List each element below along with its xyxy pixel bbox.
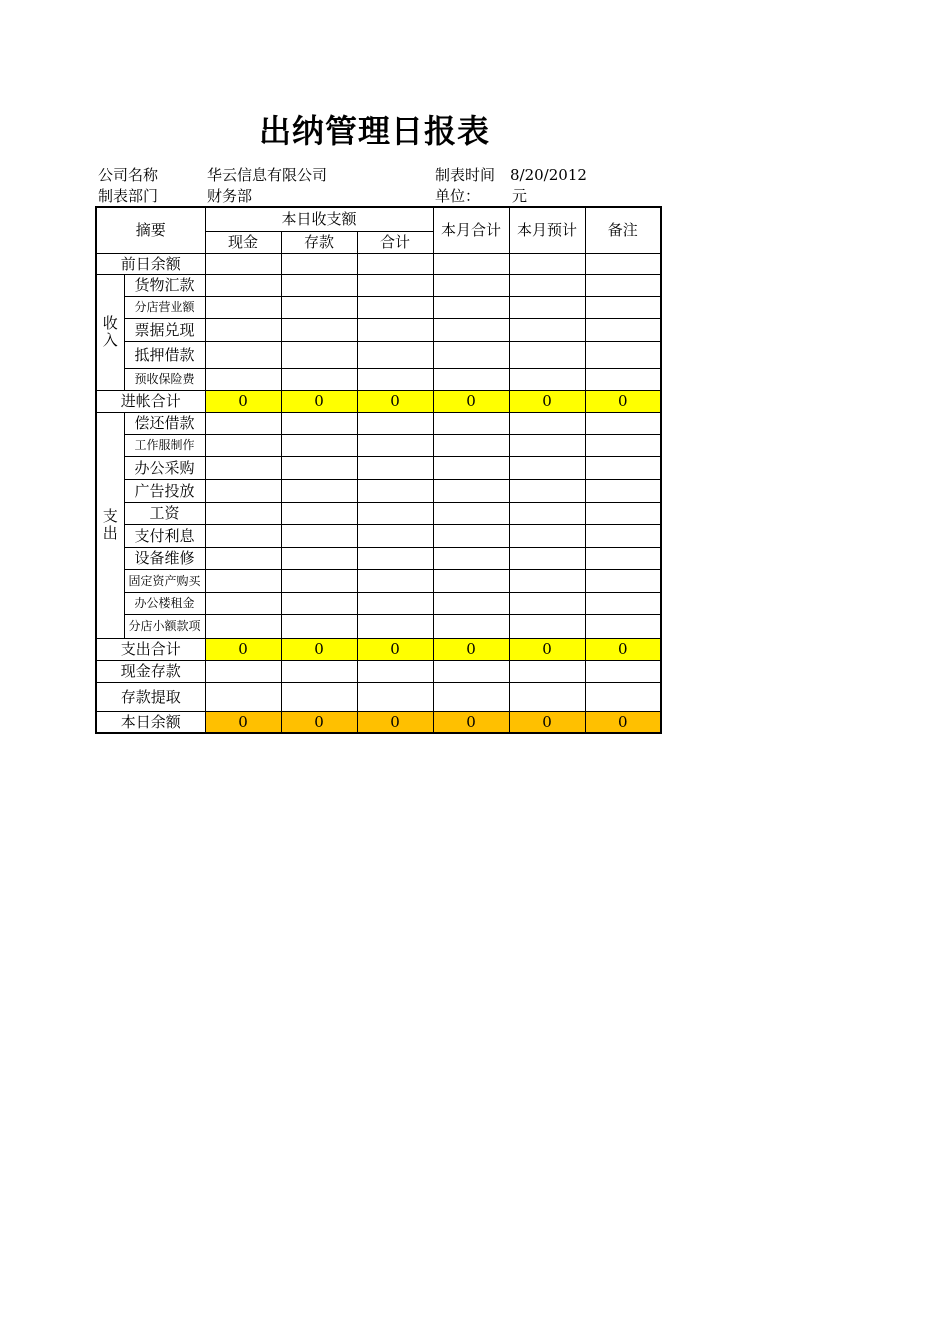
expense-row <box>96 569 661 592</box>
income-row <box>96 318 661 341</box>
company-label: 公司名称 <box>98 166 159 184</box>
cell[interactable] <box>205 253 281 274</box>
cell[interactable] <box>433 296 509 318</box>
expense-row <box>96 456 661 479</box>
cell[interactable] <box>585 434 661 456</box>
deposit-withdraw-row <box>96 682 661 711</box>
expense-item-label: 偿还借款 <box>124 412 205 434</box>
cell[interactable] <box>433 614 509 638</box>
deposit-withdraw-label: 存款提取 <box>96 682 205 711</box>
cell[interactable] <box>433 479 509 502</box>
cell[interactable] <box>585 682 661 711</box>
header-cash: 现金 <box>205 231 281 253</box>
today-balance-remark[interactable]: 0 <box>585 711 661 733</box>
cell[interactable] <box>281 296 357 318</box>
expense-item-label: 固定资产购买 <box>124 569 205 592</box>
expense-subtotal-month-total[interactable]: 0 <box>433 638 509 660</box>
cell[interactable] <box>281 660 357 682</box>
cell[interactable] <box>205 434 281 456</box>
cell[interactable] <box>509 368 585 390</box>
header-deposit: 存款 <box>281 231 357 253</box>
header-total: 合计 <box>357 231 433 253</box>
header-summary: 摘要 <box>96 207 205 253</box>
cell[interactable] <box>509 614 585 638</box>
prev-balance-label: 前日余额 <box>96 253 205 274</box>
cell[interactable] <box>281 614 357 638</box>
expense-item-label: 设备维修 <box>124 547 205 569</box>
cell[interactable] <box>357 569 433 592</box>
dept-value: 财务部 <box>207 187 253 205</box>
expense-row <box>96 434 661 456</box>
header-month-total: 本月合计 <box>433 207 509 253</box>
expense-item-label: 支付利息 <box>124 524 205 547</box>
income-subtotal-month-total[interactable]: 0 <box>433 390 509 412</box>
expense-item-label: 广告投放 <box>124 479 205 502</box>
cell[interactable] <box>509 592 585 614</box>
cell[interactable] <box>281 456 357 479</box>
income-subtotal-label: 进帐合计 <box>96 390 205 412</box>
cell[interactable] <box>357 547 433 569</box>
today-balance-row <box>96 711 661 733</box>
income-subtotal-total[interactable]: 0 <box>357 390 433 412</box>
cell[interactable] <box>585 341 661 368</box>
cell[interactable] <box>585 524 661 547</box>
cell[interactable] <box>205 547 281 569</box>
cell[interactable] <box>357 660 433 682</box>
cell[interactable] <box>433 547 509 569</box>
unit-label: 单位： <box>435 187 481 205</box>
cell[interactable] <box>509 660 585 682</box>
header-remark: 备注 <box>585 207 661 253</box>
cell[interactable] <box>357 253 433 274</box>
today-balance-month-total[interactable]: 0 <box>433 711 509 733</box>
cell[interactable] <box>205 614 281 638</box>
cell[interactable] <box>585 502 661 524</box>
cell[interactable] <box>281 592 357 614</box>
expense-row <box>96 524 661 547</box>
cell[interactable] <box>281 479 357 502</box>
cell[interactable] <box>205 368 281 390</box>
cell[interactable] <box>433 434 509 456</box>
cell[interactable] <box>585 547 661 569</box>
expense-subtotal-label: 支出合计 <box>96 638 205 660</box>
header-row-1 <box>96 207 661 231</box>
cell[interactable] <box>585 614 661 638</box>
cell[interactable] <box>433 569 509 592</box>
cell[interactable] <box>281 502 357 524</box>
cell[interactable] <box>357 682 433 711</box>
cell[interactable] <box>205 456 281 479</box>
cell[interactable] <box>281 253 357 274</box>
cell[interactable] <box>585 296 661 318</box>
cell[interactable] <box>205 479 281 502</box>
cell[interactable] <box>205 592 281 614</box>
cell[interactable] <box>357 479 433 502</box>
cell[interactable] <box>357 296 433 318</box>
cell[interactable] <box>509 479 585 502</box>
cell[interactable] <box>433 660 509 682</box>
cell[interactable] <box>205 682 281 711</box>
cell[interactable] <box>509 296 585 318</box>
cell[interactable] <box>509 341 585 368</box>
cell[interactable] <box>205 569 281 592</box>
cell[interactable] <box>509 318 585 341</box>
cell[interactable] <box>433 682 509 711</box>
cash-deposit-label: 现金存款 <box>96 660 205 682</box>
expense-row <box>96 412 661 434</box>
cell[interactable] <box>281 318 357 341</box>
header-today-group: 本日收支额 <box>205 207 433 231</box>
company-value: 华云信息有限公司 <box>207 166 328 184</box>
expense-subtotal-deposit[interactable]: 0 <box>281 638 357 660</box>
expense-item-label: 分店小额款项 <box>124 614 205 638</box>
cell[interactable] <box>509 569 585 592</box>
cell[interactable] <box>357 341 433 368</box>
income-row <box>96 368 661 390</box>
cell[interactable] <box>357 456 433 479</box>
expense-subtotal-total[interactable]: 0 <box>357 638 433 660</box>
cell[interactable] <box>433 318 509 341</box>
expense-subtotal-month-forecast[interactable]: 0 <box>509 638 585 660</box>
cell[interactable] <box>585 412 661 434</box>
cell[interactable] <box>281 524 357 547</box>
income-subtotal-month-forecast[interactable]: 0 <box>509 390 585 412</box>
cell[interactable] <box>357 524 433 547</box>
cell[interactable] <box>433 524 509 547</box>
cell[interactable] <box>205 341 281 368</box>
cell[interactable] <box>205 412 281 434</box>
today-balance-month-forecast[interactable]: 0 <box>509 711 585 733</box>
expense-subtotal-row <box>96 638 661 660</box>
cell[interactable] <box>433 502 509 524</box>
income-item-label: 分店营业额 <box>124 296 205 318</box>
cell[interactable] <box>281 341 357 368</box>
cell[interactable] <box>585 318 661 341</box>
cell[interactable] <box>509 456 585 479</box>
cell[interactable] <box>585 592 661 614</box>
cell[interactable] <box>357 434 433 456</box>
income-item-label: 票据兑现 <box>124 318 205 341</box>
cell[interactable] <box>509 547 585 569</box>
cell[interactable] <box>433 592 509 614</box>
expense-row <box>96 502 661 524</box>
cell[interactable] <box>205 318 281 341</box>
expense-subtotal-cash[interactable]: 0 <box>205 638 281 660</box>
income-group-label: 收入 <box>96 274 124 390</box>
income-row <box>96 341 661 368</box>
cell[interactable] <box>281 569 357 592</box>
income-subtotal-deposit[interactable]: 0 <box>281 390 357 412</box>
cell[interactable] <box>357 368 433 390</box>
header-month-forecast: 本月预计 <box>509 207 585 253</box>
cell[interactable] <box>205 274 281 296</box>
cash-deposit-row <box>96 660 661 682</box>
income-subtotal-remark[interactable]: 0 <box>585 390 661 412</box>
cell[interactable] <box>357 412 433 434</box>
income-row <box>96 296 661 318</box>
expense-group-label: 支出 <box>96 412 124 638</box>
cell[interactable] <box>509 502 585 524</box>
today-balance-total[interactable]: 0 <box>357 711 433 733</box>
cell[interactable] <box>205 296 281 318</box>
cell[interactable] <box>433 368 509 390</box>
cell[interactable] <box>585 569 661 592</box>
cell[interactable] <box>357 592 433 614</box>
income-item-label: 预收保险费 <box>124 368 205 390</box>
cell[interactable] <box>205 660 281 682</box>
cell[interactable] <box>281 412 357 434</box>
cell[interactable] <box>357 318 433 341</box>
expense-item-label: 工资 <box>124 502 205 524</box>
unit-value: 元 <box>512 187 528 205</box>
income-subtotal-cash[interactable]: 0 <box>205 390 281 412</box>
cell[interactable] <box>585 660 661 682</box>
cell[interactable] <box>281 547 357 569</box>
cell[interactable] <box>281 274 357 296</box>
today-balance-cash[interactable]: 0 <box>205 711 281 733</box>
cell[interactable] <box>585 368 661 390</box>
cell[interactable] <box>509 434 585 456</box>
expense-subtotal-remark[interactable]: 0 <box>585 638 661 660</box>
cell[interactable] <box>585 479 661 502</box>
dept-label: 制表部门 <box>98 187 159 205</box>
report-time-label: 制表时间 <box>435 166 496 184</box>
cell[interactable] <box>509 274 585 296</box>
cell[interactable] <box>433 253 509 274</box>
expense-item-label: 工作服制作 <box>124 434 205 456</box>
cashier-daily-report-table <box>95 206 662 734</box>
cell[interactable] <box>357 502 433 524</box>
income-item-label: 抵押借款 <box>124 341 205 368</box>
cell[interactable] <box>281 434 357 456</box>
cell[interactable] <box>509 682 585 711</box>
today-balance-label: 本日余额 <box>96 711 205 733</box>
report-title: 出纳管理日报表 <box>259 112 491 150</box>
report-time-value: 8/20/2012 <box>510 166 587 184</box>
cell[interactable] <box>433 341 509 368</box>
cell[interactable] <box>585 274 661 296</box>
cell[interactable] <box>509 412 585 434</box>
cell[interactable] <box>585 456 661 479</box>
cell[interactable] <box>357 614 433 638</box>
cell[interactable] <box>281 682 357 711</box>
income-row <box>96 274 661 296</box>
cell[interactable] <box>433 456 509 479</box>
cell[interactable] <box>509 524 585 547</box>
cell[interactable] <box>205 524 281 547</box>
cell[interactable] <box>281 368 357 390</box>
cell[interactable] <box>433 412 509 434</box>
expense-row <box>96 592 661 614</box>
expense-row <box>96 547 661 569</box>
cell[interactable] <box>357 274 433 296</box>
expense-item-label: 办公采购 <box>124 456 205 479</box>
expense-row <box>96 479 661 502</box>
cell[interactable] <box>585 253 661 274</box>
income-subtotal-row <box>96 390 661 412</box>
expense-item-label: 办公楼租金 <box>124 592 205 614</box>
cell[interactable] <box>509 253 585 274</box>
prev-balance-row <box>96 253 661 274</box>
cell[interactable] <box>205 502 281 524</box>
cell[interactable] <box>433 274 509 296</box>
expense-row <box>96 614 661 638</box>
income-item-label: 货物汇款 <box>124 274 205 296</box>
today-balance-deposit[interactable]: 0 <box>281 711 357 733</box>
